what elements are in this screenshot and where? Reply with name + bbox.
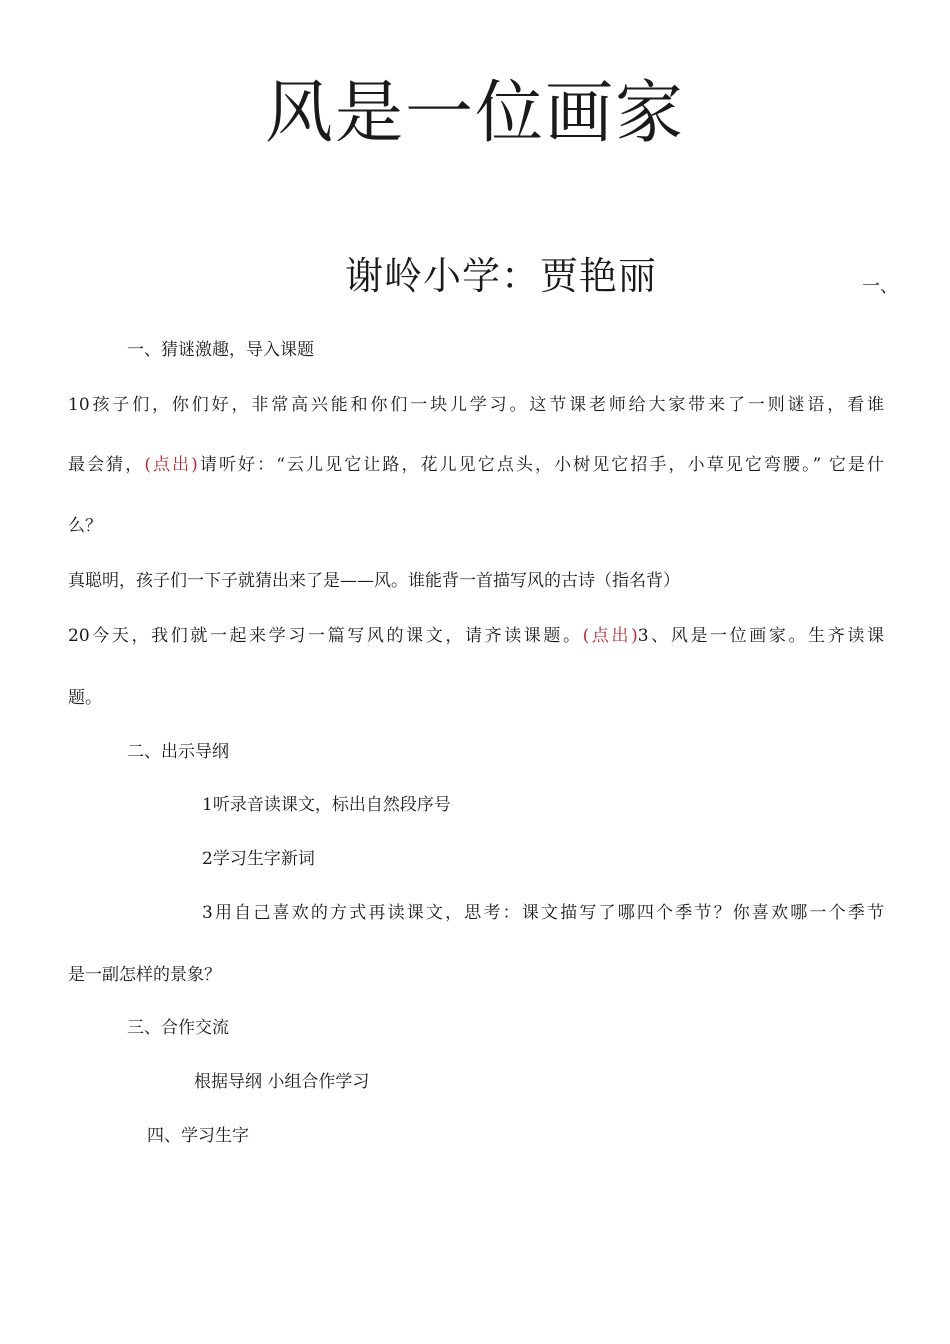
section-heading-1: 一、猜谜激趣，导入课题 <box>127 340 314 360</box>
paragraph-3-text-a: 20今天，我们就一起来学习一篇写风的课文，请齐读课题。 <box>68 626 583 646</box>
author-line: 谢岭小学：贾艳丽 <box>345 254 658 298</box>
section-heading-3: 三、合作交流 <box>127 1018 229 1038</box>
paragraph-3-line-2: 题。 <box>68 688 102 708</box>
paragraph-1-text-b: 请听好：“云儿见它让路，花儿见它点头，小树见它招手，小草见它弯腰。” 它是什 <box>197 455 884 475</box>
paragraph-1-line-1: 10孩子们，你们好，非常高兴能和你们一块儿学习。这节课老师给大家带来了一则谜语，看谁 <box>68 395 884 415</box>
hint-marker: (点出) <box>582 626 638 646</box>
section-heading-4: 四、学习生字 <box>147 1126 249 1146</box>
cooperation-line: 根据导纲 小组合作学习 <box>194 1072 370 1092</box>
section-heading-2: 二、出示导纲 <box>127 742 229 762</box>
paragraph-2: 真聪明，孩子们一下子就猜出来了是——风。谁能背一首描写风的古诗（指名背） <box>68 571 680 591</box>
paragraph-1-line-3: 么？ <box>68 516 102 536</box>
outline-item-3-line-2: 是一副怎样的景象？ <box>68 965 221 985</box>
paragraph-3-line-1 <box>68 624 884 648</box>
corner-mark: 一、 <box>862 276 898 297</box>
outline-item-3-line-1: 3用自己喜欢的方式再读课文，思考：课文描写了哪四个季节？你喜欢哪一个季节 <box>202 903 884 923</box>
outline-item-1: 1听录音读课文，标出自然段序号 <box>202 795 451 815</box>
outline-item-2: 2学习生字新词 <box>202 849 315 869</box>
hint-marker: (点出) <box>144 455 198 475</box>
paragraph-1-line-2 <box>68 453 884 477</box>
paragraph-1-text-a: 最会猜， <box>68 455 145 475</box>
paragraph-3-text-b: 3、风是一位画家。生齐读课 <box>637 626 884 646</box>
document-title: 风是一位画家 <box>264 74 685 153</box>
